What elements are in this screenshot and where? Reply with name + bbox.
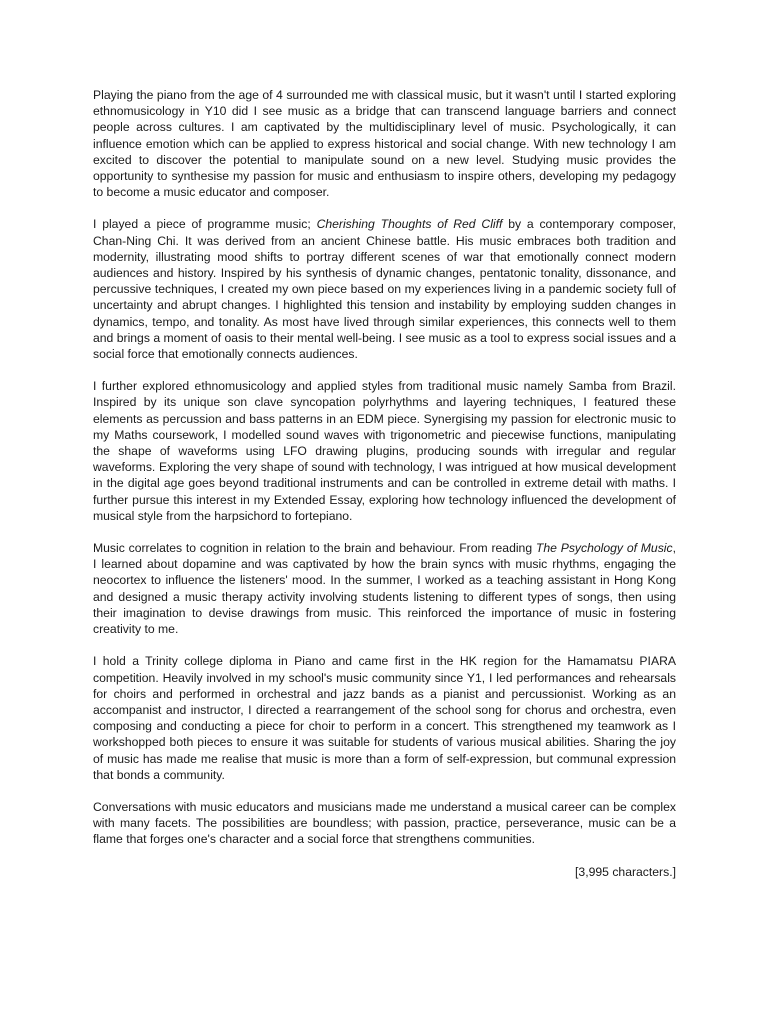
paragraph-text: by a contemporary composer, Chan-Ning Chi. It was derived from an ancient Chinese battle. His music embraces both tradition and modernity, illustrating mood shifts to portray different scenes of war that emotionally connect modern audiences and history. Inspired by his synthesis of dynamic changes, pentatonic tonality, dissonance, and percussive techniques, I created my own piece based on my experiences living in a pandemic society full of uncertainty and abrupt changes. I highlighted this tension and instability by employing sudden changes in dynamics, tempo, and tonality. As most have lived through similar experiences, this connects well to them and brings a moment of oasis to their mental well-being. I see music as a tool to express social issues and a social force that emotionally connects audiences.: [93, 217, 677, 362]
paragraph-text: , I learned about dopamine and was captivated by how the brain syncs with music rhythms, engaging the neocortex to influence the listeners' mood. In the summer, I worked as a teaching assistant in Hong Kong and designed a music therapy activity involving students listening to different types of songs, then using their imagination to devise drawings from music. This reinforced the importance of music in fostering creativity to me.: [93, 541, 676, 637]
paragraph-text: Conversations with music educators and musicians made me understand a musical career can be complex with many facets. The possibilities are boundless; with passion, practice, perseverance, music can be a flame that forges one's character and a social force that strengthens communities.: [93, 799, 676, 847]
paragraph-3: [93, 378, 676, 524]
paragraph-text: I hold a Trinity college diploma in Piano and came first in the HK region for the Hamamatsu PIARA competition. Heavily involved in my school's music community since Y1, I led performances and rehearsals for choirs and performed in orchestral and jazz bands as a pianist and percussionist. Working as an accompanist and instructor, I directed a rearrangement of the school song for chorus and orchestra, even composing and conducting a piece for choir to perform in a concert. This strengthened my teamwork as I workshopped both pieces to ensure it was suitable for students of various musical abilities. Sharing the joy of music has made me realise that music is more than a form of self-expression, but communal expression that bonds a community.: [93, 654, 676, 782]
paragraph-2: [93, 216, 676, 362]
italic-title-text: The Psychology of Music: [535, 541, 673, 556]
character-count: [3,995 characters.]: [575, 864, 676, 879]
paragraph-4: [93, 540, 676, 637]
paragraph-1: [93, 87, 676, 200]
italic-title-text: Cherishing Thoughts of Red Cliff: [316, 217, 503, 232]
paragraph-text: Music correlates to cognition in relation to the brain and behaviour. From reading: [93, 541, 536, 556]
paragraph-text: Playing the piano from the age of 4 surrounded me with classical music, but it wasn't until I started exploring ethnomusicology in Y10 did I see music as a bridge that can transcend language barriers and connect people across cultures. I am captivated by the multidisciplinary level of music. Psychologically, it can influence emotion which can be applied to express historical and social change. With new technology I am excited to discover the potential to manipulate sound on a new level. Studying music provides the opportunity to synthesise my passion for music and enthusiasm to inspire others, developing my pedagogy to become a music educator and composer.: [93, 88, 676, 200]
document-page: [93, 87, 676, 880]
document-body: [93, 87, 676, 848]
paragraph-6: [93, 799, 676, 848]
paragraph-5: [93, 653, 676, 783]
paragraph-text: I played a piece of programme music;: [93, 217, 317, 232]
paragraph-text: I further explored ethnomusicology and applied styles from traditional music namely Samba from Brazil. Inspired by its unique son clave syncopation polyrhythms and layering techniques, I featured these elements as percussion and bass patterns in an EDM piece. Synergising my passion for electronic music to my Maths coursework, I modelled sound waves with trigonometric and piecewise functions, manipulating the shape of waveforms using LFO drawing plugins, producing sounds with irregular and regular waveforms. Exploring the very shape of sound with technology, I was intrigued at how musical development in the digital age goes beyond traditional instruments and can be controlled in extreme detail with maths. I further pursue this interest in my Extended Essay, exploring how technology influenced the development of musical style from the harpsichord to fortepiano.: [93, 379, 676, 523]
